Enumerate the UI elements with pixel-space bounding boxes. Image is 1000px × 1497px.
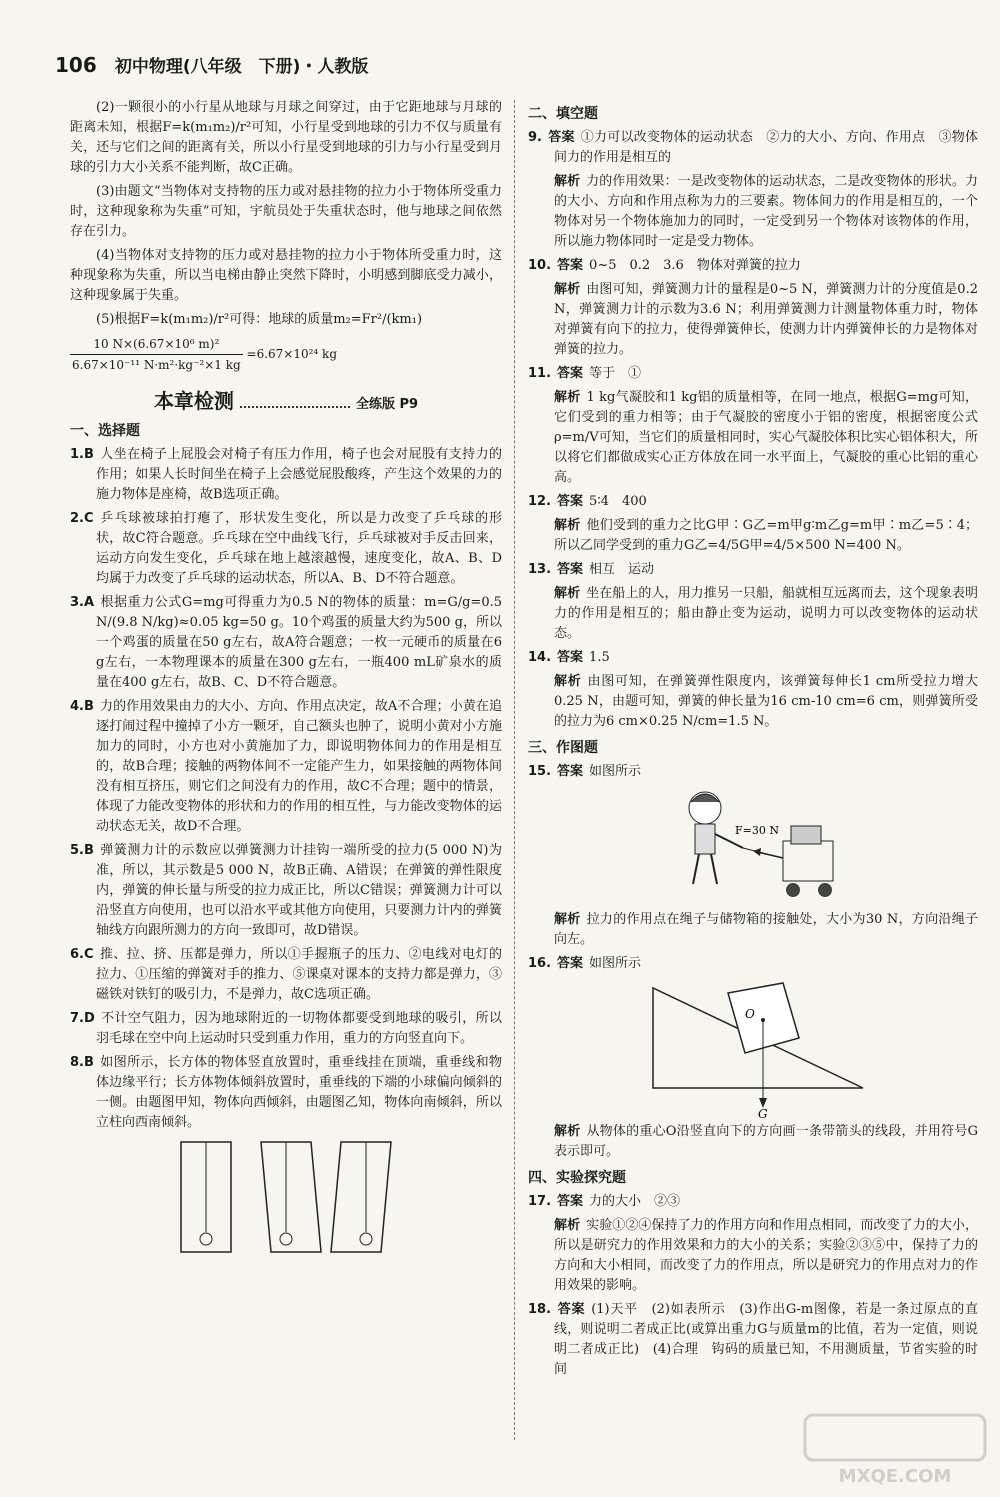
analysis-label: 解析 [554,518,581,533]
answer-text: 等于 ① [589,366,642,381]
answer-label: 答案 [557,562,584,577]
answer-text: 如图所示 [589,764,642,779]
question-text: 根据重力公式G=mg可得重力为0.5 N的物体的质量：m=G/g=0.5 N/(9.8 N/kg)≈0.05 kg=50 g。10个鸡蛋的质量大约为500 g，所以一个鸡蛋的质量在50 g左右，故A符合题意；一枚一元硬币的质量在6 g左右，一本物理课本的质量在300 g左右，一瓶400 mL矿泉水的质量在400 g左右，故B、C、D不符合题意。 [96,595,502,690]
earth-mass-formula [70,334,502,375]
answer-text: 相互 运动 [589,562,655,577]
question-item [70,1053,502,1133]
question-text: 如图所示，长方体的物体竖直放置时，重垂线挂在顶端，重垂线和物体边缘平行；长方体物体倾斜放置时，重垂线的下端的小球偏向倾斜的一侧。由题图甲知，物体向西倾斜，由题图乙知，物体向南倾斜，所以立柱向西南倾斜。 [96,1055,502,1130]
analysis-text: 实验①②④保持了力的作用方向和作用点相同，而改变了力的大小，所以是研究力的作用效果和力的大小的关系；实验②③⑤中，保持了力的方向和大小相同，而改变了力的作用点，所以是研究力的作用点对力的作用效果的影响。 [554,1218,978,1293]
question-item [70,1009,502,1049]
analysis-text: 从物体的重心O沿竖直向下的方向画一条带箭头的线段，并用符号G表示即可。 [554,1124,978,1159]
question-number: 12. [528,494,552,509]
question-text: 人坐在椅子上屁股会对椅子有压力作用，椅子也会对屁股有支持力的作用；如果人长时间坐在椅子上会感觉屁股酸疼，产生这个效果的力的施力物体是座椅，故B选项正确。 [96,447,502,502]
answer-label: 答案 [557,764,584,779]
watermark-logo [800,1410,990,1490]
boy-leg [693,854,699,884]
gravity-label: G [758,1107,768,1118]
analysis-line [528,172,978,252]
storage-cart [783,841,833,881]
paragraph: (4)当物体对支持物的压力或对悬挂物的拉力小于物体所受重力时，这种现象称为失重，所以当电梯由静止突然下降时，小明感到脚底受力减小，这种现象属于失重。 [70,248,502,303]
analysis-label: 解析 [554,1124,581,1139]
analysis-label: 解析 [554,282,581,297]
numerator: 10 N×(6.67×10⁶ m)² [70,334,243,355]
question-number: 2.C [70,511,94,526]
question-item [70,841,502,941]
answer-line [528,762,978,782]
question-number: 4.B [70,699,94,714]
answer-label: 答案 [557,1302,586,1317]
dot-leader [240,394,350,408]
answer-label: 答案 [557,956,584,971]
section-heading: 三、作图题 [528,740,598,756]
chapter-reference: 全练版 P9 [355,397,419,412]
analysis-label: 解析 [554,390,581,405]
answer-text: 力的大小 ②③ [589,1194,681,1209]
answer-line [528,648,978,668]
answer-label: 答案 [547,130,575,145]
plumb-bob [200,1233,212,1245]
page-header [55,55,955,85]
analysis-line [528,388,978,488]
question-number: 1.B [70,447,94,462]
question-item [70,593,502,693]
analysis-line [528,584,978,644]
denominator: 6.67×10⁻¹¹ N·m²·kg⁻²×1 kg [72,358,241,372]
answer-text: 如图所示 [589,956,642,971]
analysis-label: 解析 [554,912,581,927]
analysis-text: 拉力的作用点在绳子与储物箱的接触处，大小为30 N，方向沿绳子向左。 [554,912,978,947]
chapter-title: 本章检测 [153,389,234,413]
watermark-badge [805,1415,985,1460]
question-text: 推、拉、挤、压都是弹力，所以①手握瓶子的压力、②电线对电灯的拉力、①压缩的弹簧对手的推力、⑤课桌对课本的支持力都是弹力，③磁铁对铁钉的吸引力，不是弹力，故C选项正确。 [96,947,502,1002]
boy-pulling-cart-figure [653,786,853,906]
answer-line [528,256,978,276]
result: =6.67×10²⁴ kg [246,347,338,361]
answer-text: (1)天平 (2)如表所示 (3)作出G-m图像，若是一条过原点的直线，则说明二者成正比(或算出重力G与质量m的比值，若为一定值，则说明二者成正比) (4)合理 钩码的质量已知，不用测质量，节省实验的时间 [554,1302,978,1377]
analysis-line [528,1216,978,1296]
analysis-line [528,672,978,732]
question-item [70,697,502,837]
question-number: 13. [528,562,552,577]
question-text: 弹簧测力计的示数应以弹簧测力计挂钩一端所受的拉力(5 000 N)为准，所以，其示数是5 000 N，故B正确、A错误；在弹簧的弹性限度内，弹簧的伸长量与所受的拉力成正比，所以C错误；弹簧测力计可以沿竖直方向使用，也可以沿水平或其他方向使用，只要测力计内的弹簧轴线方向跟所测力的方向一致即可，故D错误。 [96,843,502,938]
answer-line [528,1192,978,1212]
answer-label: 答案 [557,366,584,381]
watermark-text: MXQE.COM [838,1466,952,1487]
question-number: 17. [528,1194,552,1209]
analysis-text: 力的作用效果：一是改变物体的运动状态，二是改变物体的形状。力的大小、方向和作用点称为力的三要素。物体间力的作用是相互的，一个物体对另一个物体施加力的同时，一定受到另一个物体对该物体的作用，所以施力物体同时一定是受力物体。 [554,174,978,249]
question-number: 8.B [70,1055,94,1070]
answer-label: 答案 [557,1194,584,1209]
analysis-label: 解析 [554,174,581,189]
question-number: 5.B [70,843,94,858]
answer-text: 1.5 [589,650,610,665]
plumb-bob [280,1233,292,1245]
question-number: 14. [528,650,552,665]
pillar-figure [161,1137,411,1257]
paragraph: (2)一颗很小的小行星从地球与月球之间穿过，由于它距地球与月球的距离未知，根据F=k(m₁m₂)/r²可知，小行星受到地球的引力不仅与质量有关，还与它们之间的距离有关，所以小行星受到地球的引力与小行星受到月球的引力大小关系不能判断，故C正确。 [70,100,502,175]
plumb-bob [360,1233,372,1245]
fraction [70,334,243,375]
answer-label: 答案 [557,650,584,665]
force-label: F=30 N [735,824,779,837]
analysis-text: 坐在船上的人，用力推另一只船，船就相互远离而去，这个现象表明力的作用是相互的；船由静止变为运动，说明力可以改变物体的运动状态。 [554,586,978,641]
answer-line [528,1300,978,1380]
question-item [70,945,502,1005]
answer-line [528,128,978,168]
answer-line [528,954,978,974]
section-heading: 二、填空题 [528,106,598,122]
analysis-text: 由图可知，在弹簧弹性限度内，该弹簧每伸长1 cm所受拉力增大0.25 N，由题可知，弹簧的伸长量为16 cm-10 cm=6 cm，则弹簧所受的拉力为6 cm×0.25 N/cm=1.5 N。 [554,674,978,729]
analysis-label: 解析 [554,674,582,689]
analysis-label: 解析 [554,586,581,601]
force-arrow [757,852,783,858]
analysis-line [528,280,978,360]
boy-body [695,824,715,854]
book-title: 初中物理(八年级 下册)・人教版 [114,57,369,77]
analysis-line [528,516,978,556]
question-number: 9. [528,130,542,145]
question-number: 18. [528,1302,552,1317]
question-text: 力的作用效果由力的大小、方向、作用点决定，故A不合理；小黄在追逐打闹过程中撞掉了小方一颗牙，自己额头也肿了，说明小黄对小方施加力的同时，小方也对小黄施加了力，即说明物体间力的作用是相互的，故B合理；接触的两物体间不一定能产生力，如果接触的两物体间没有相互挤压，则它们之间没有力的作用，故C不合理；题中的情景，体现了力能改变物体的形状和力的作用的相互性，与力能改变物体的运动状态无关，故D不合理。 [96,699,502,834]
cart-wheel [786,883,800,897]
chapter-test-heading [70,391,502,415]
question-number: 10. [528,258,552,273]
analysis-text: 由图可知，弹簧测力计的量程是0~5 N，弹簧测力计的分度值是0.2 N，弹簧测力计的示数为3.6 N；利用弹簧测力计测量物体重力时，物体对弹簧有向下的拉力，使得弹簧伸长，使测力计内弹簧伸长的力是物体对弹簧的拉力。 [554,282,978,357]
boy-leg [711,854,717,884]
paragraph: (3)由题文“当物体对支持物的压力或对悬挂物的拉力小于物体所受重力时，这种现象称为失重”可知，宇航员处于失重状态时，他与地球之间依然存在引力。 [70,184,502,239]
question-item [70,445,502,505]
analysis-label: 解析 [554,1218,581,1233]
analysis-text: 1 kg气凝胶和1 kg铝的质量相等，在同一地点，根据G=mg可知，它们受到的重力相等；由于气凝胶的密度小于铝的密度，根据密度公式ρ=m/V可知，当它们的质量相同时，实心气凝胶体积比实心铝体积大，所以将它们都做成实心正方体放在同一水平面上，气凝胶的重心比铝的重心高。 [554,390,978,485]
incline-gravity-figure [633,978,873,1118]
question-number: 11. [528,366,552,381]
question-text: 乒乓球被球拍打瘪了，形状发生变化，所以是力改变了乒乓球的形状，故C符合题意。乒乓球在空中曲线飞行，乒乓球被对手反击回来，运动方向发生变化，乒乓球在地上越滚越慢，速度变化，故A、B、D均属于力改变了乒乓球的运动状态，所以A、B、D不符合题意。 [96,511,502,586]
answer-label: 答案 [557,258,584,273]
column-divider [514,100,515,1440]
paragraph: (5)根据F=k(m₁m₂)/r²可得：地球的质量m₂=Fr²/(km₁) [96,312,423,327]
question-number: 3.A [70,595,95,610]
answer-label: 答案 [557,494,584,509]
question-number: 7.D [70,1011,95,1026]
point-label: O [745,1007,755,1021]
cart-wheel [818,883,832,897]
analysis-line [528,1122,978,1162]
question-number: 6.C [70,947,94,962]
answer-line [528,560,978,580]
question-number: 16. [528,956,552,971]
answer-text: 0~5 0.2 3.6 物体对弹簧的拉力 [589,258,801,273]
page-number: 106 [55,53,97,77]
analysis-text: 他们受到的重力之比G甲∶G乙=m甲g∶m乙g=m甲∶m乙=5∶4；所以乙同学受到的重力G乙=4/5G甲=4/5×500 N=400 N。 [554,518,978,553]
section-heading: 四、实验探究题 [528,1170,626,1186]
answer-text: 5∶4 400 [589,494,647,509]
question-item [70,509,502,589]
left-column [70,98,502,1261]
right-column [528,98,978,1384]
cart-items [791,826,821,844]
answer-line [528,492,978,512]
question-number: 15. [528,764,552,779]
section-heading: 一、选择题 [70,423,140,439]
question-text: 不计空气阻力，因为地球附近的一切物体都要受到地球的吸引，所以羽毛球在空中向上运动时只受到重力作用，重力的方向竖直向下。 [96,1011,502,1046]
answer-text: ①力可以改变物体的运动状态 ②力的大小、方向、作用点 ③物体间力的作用是相互的 [554,130,978,165]
answer-line [528,364,978,384]
analysis-line [528,910,978,950]
arrowhead [753,848,761,856]
